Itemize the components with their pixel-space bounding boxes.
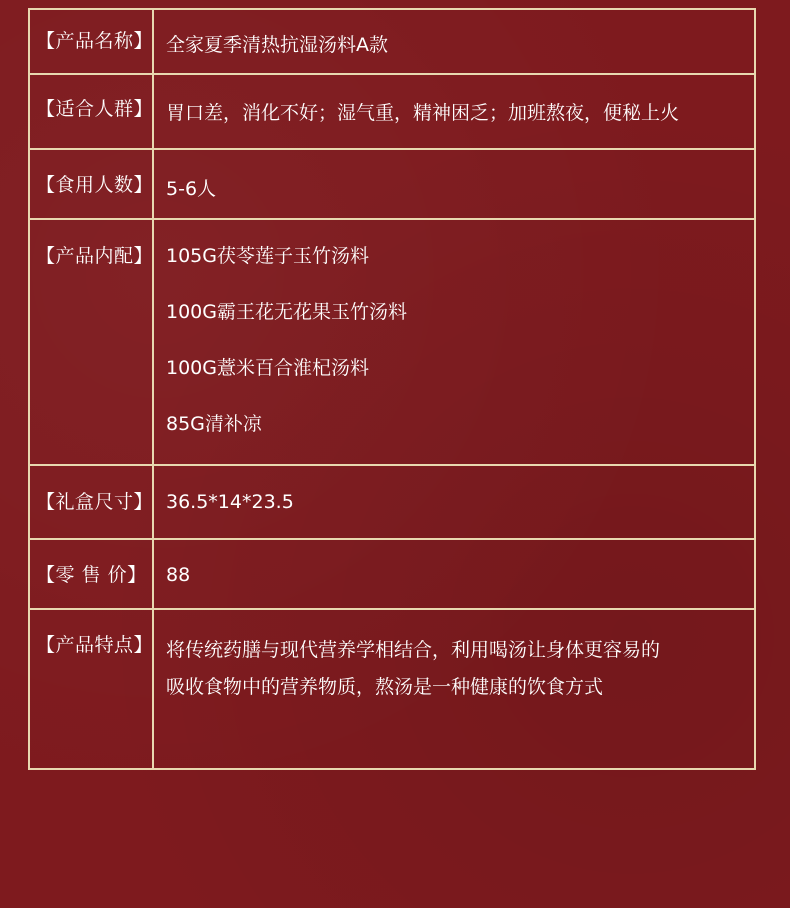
row-target-crowd	[30, 73, 754, 148]
value-retail-price: 88	[166, 564, 191, 586]
product-spec-table	[28, 8, 756, 770]
label-target-crowd: 【适合人群】	[30, 75, 154, 148]
row-box-size	[30, 464, 754, 538]
feature-line: 将传统药膳与现代营养学相结合，利用喝汤让身体更容易的	[166, 639, 661, 661]
value-servings: 5-6人	[166, 178, 217, 200]
row-features	[30, 608, 754, 768]
content-item: 105G茯苓莲子玉竹汤料	[166, 245, 369, 267]
row-contents	[30, 218, 754, 464]
value-target-crowd: 胃口差，消化不好；湿气重，精神困乏；加班熬夜，便秘上火	[166, 102, 680, 124]
value-features	[154, 610, 754, 768]
feature-line: 吸收食物中的营养物质，熬汤是一种健康的饮食方式	[166, 676, 604, 698]
content-item: 100G薏米百合淮杞汤料	[166, 357, 369, 379]
value-box-size: 36.5*14*23.5	[166, 491, 294, 513]
label-product-name: 【产品名称】	[30, 10, 154, 73]
label-box-size: 【礼盒尺寸】	[30, 466, 154, 538]
label-features: 【产品特点】	[30, 610, 154, 768]
row-product-name	[30, 10, 754, 73]
row-servings	[30, 148, 754, 218]
label-servings: 【食用人数】	[30, 150, 154, 218]
label-retail-price: 【零 售 价】	[30, 540, 154, 608]
value-product-name: 全家夏季清热抗湿汤料A款	[166, 34, 388, 56]
content-item: 85G清补凉	[166, 413, 262, 435]
content-item: 100G霸王花无花果玉竹汤料	[166, 301, 407, 323]
label-contents: 【产品内配】	[30, 220, 154, 464]
row-retail-price	[30, 538, 754, 608]
value-contents	[154, 220, 754, 464]
